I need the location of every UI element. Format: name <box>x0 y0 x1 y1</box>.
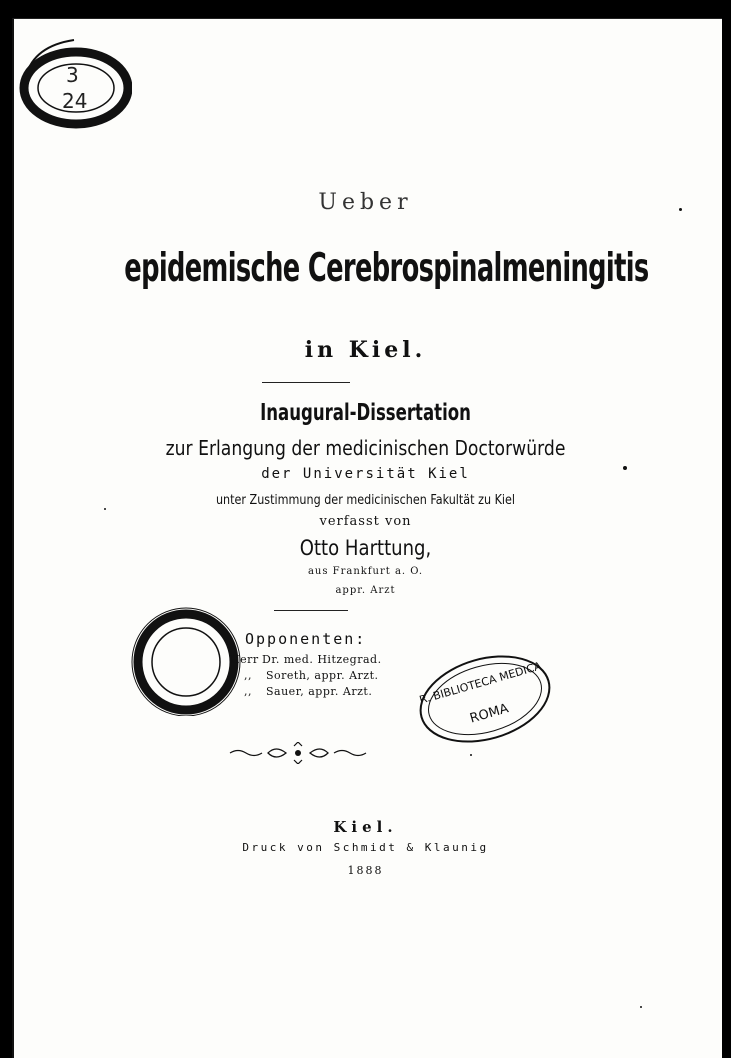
opponent-name: Sauer, appr. Arzt. <box>266 685 373 698</box>
title-over: Ueber <box>318 190 413 215</box>
stamp-line-1: R. BIBLIOTECA MEDICA <box>417 659 543 707</box>
stamp-number-bottom: 24 <box>62 89 88 113</box>
written-by: verfasst von <box>319 514 412 529</box>
opponents-heading: Opponenten: <box>245 630 367 648</box>
title-place: in Kiel. <box>304 337 427 363</box>
dissertation-purpose: zur Erlangung der medicinischen Doctorwürde <box>165 436 566 460</box>
ink-speck <box>640 1006 642 1008</box>
opponent-prefix: Herr <box>230 653 259 666</box>
author-title: appr. Arzt <box>335 585 396 596</box>
ink-speck <box>104 508 106 510</box>
dissertation-consent: unter Zustimmung der medicinischen Fakultät zu Kiel <box>215 493 516 508</box>
imprint-year: 1888 <box>347 864 384 877</box>
author-origin: aus Frankfurt a. O. <box>307 566 424 577</box>
imprint-place: Kiel. <box>333 818 398 836</box>
opponent-prefix: ,, <box>244 669 252 682</box>
ink-speck <box>470 754 472 756</box>
ornament-flourish <box>228 742 368 764</box>
stamp-line-2: ROMA <box>468 701 511 727</box>
author-name: Otto Harttung, <box>299 536 432 560</box>
opponent-name: Soreth, appr. Arzt. <box>266 669 379 682</box>
divider-rule <box>262 382 350 383</box>
dissertation-university: der Universität Kiel <box>261 466 470 482</box>
biblioteca-medica-stamp <box>412 648 558 750</box>
library-stamp-top-left <box>14 26 132 134</box>
divider-rule <box>274 610 348 611</box>
page-title: epidemische Cerebrospinalmeningitis <box>124 246 649 291</box>
opponent-name: Dr. med. Hitzegrad. <box>262 653 382 666</box>
dissertation-heading: Inaugural-Dissertation <box>260 400 471 426</box>
stamp-number-top: 3 <box>66 63 79 87</box>
imprint-printer: Druck von Schmidt & Klaunig <box>242 841 489 854</box>
opponent-prefix: ,, <box>244 685 252 698</box>
